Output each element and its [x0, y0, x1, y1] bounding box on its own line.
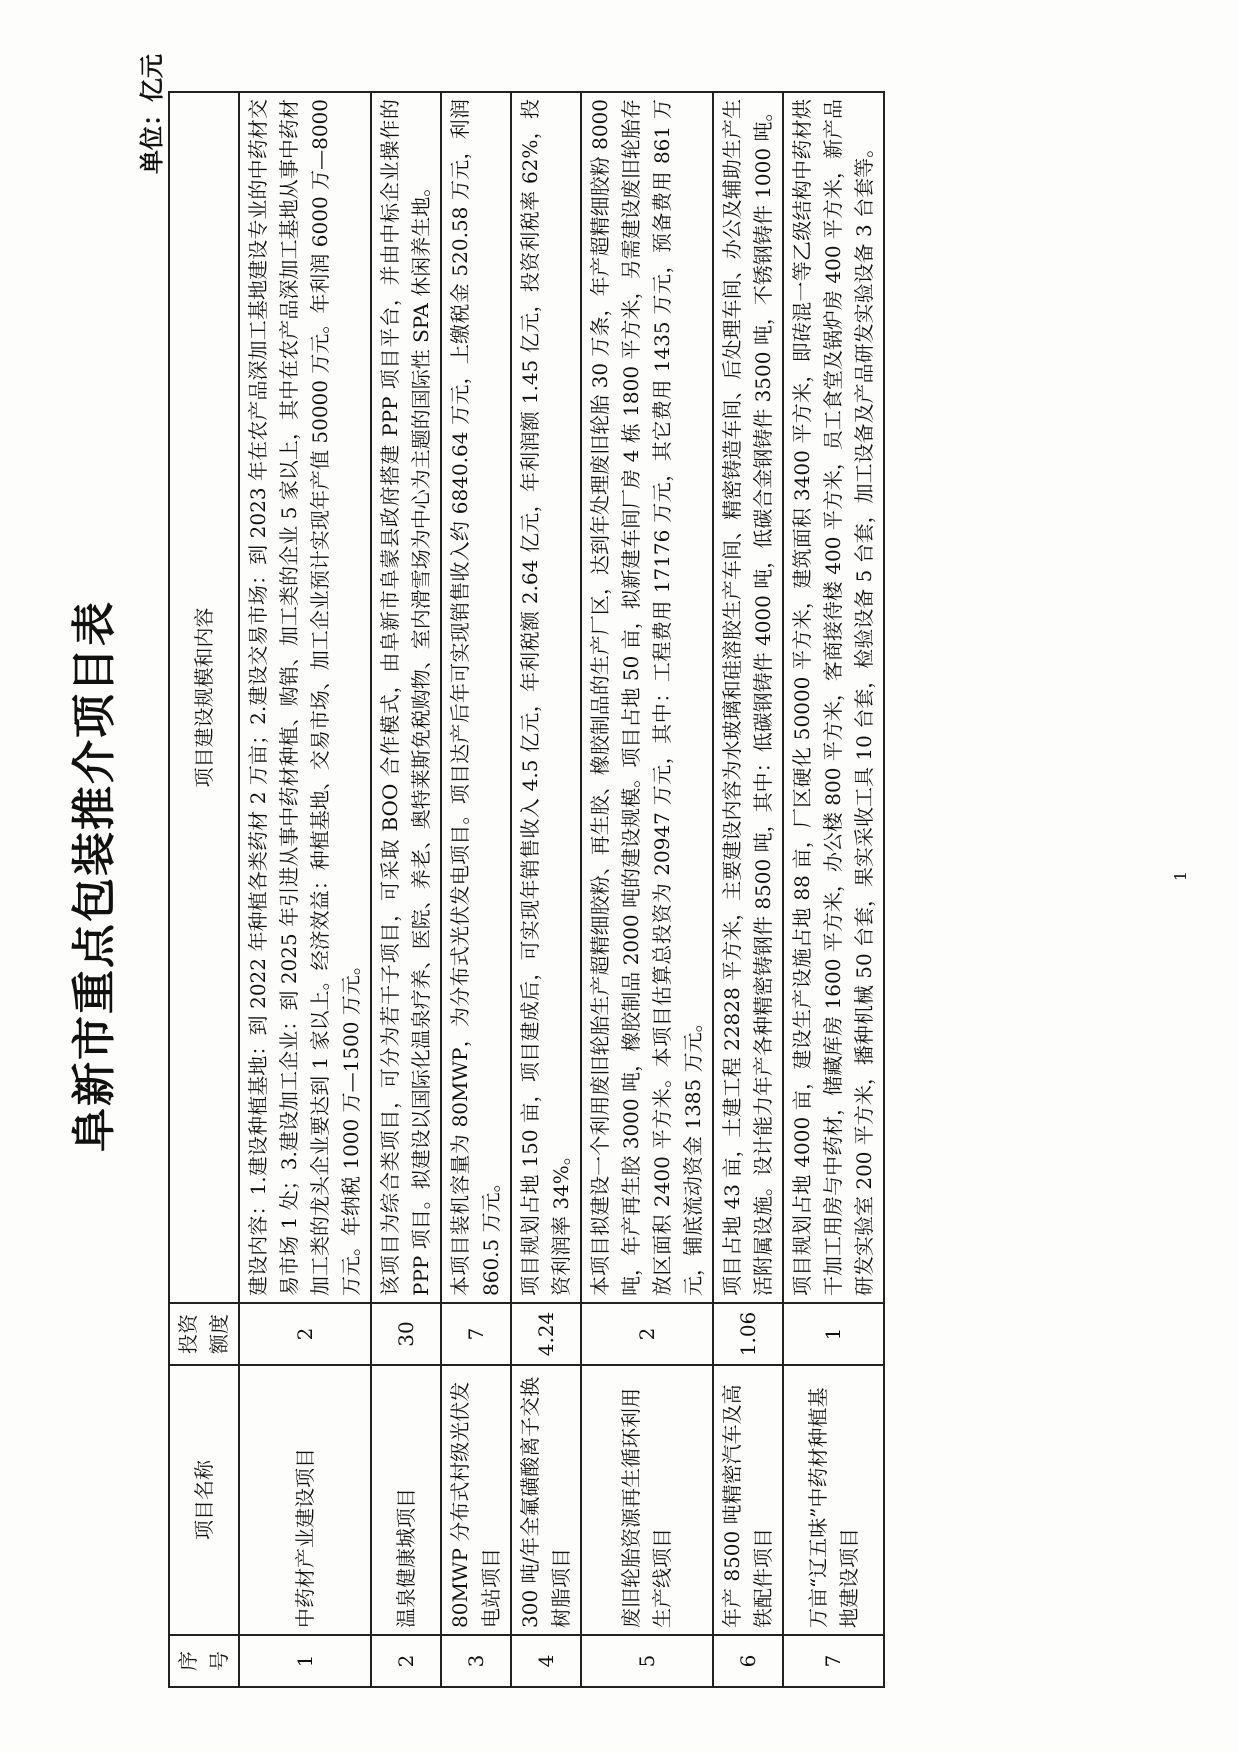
- row-no: 4: [511, 1635, 581, 1687]
- header-amount: 投资额度: [169, 1303, 239, 1365]
- row-no: 1: [239, 1635, 371, 1687]
- row-name: 中药材产业建设项目: [239, 1365, 371, 1635]
- row-content: 项目规划占地 4000 亩，建设生产设施占地 88 亩，厂区硬化 50000 平方米，建筑面积 3400 平方米，即砖混一等乙级结构中药材烘干加工用房与中药材，储藏库房 1600 平方米，办公楼 800 平方米，客商接待楼 400 平方米，员工食堂及锅炉房 400 平方米，新产品研发实验室 200 平方米，播种机械 50 台套，果实采收工具 10 台套，检验设备 5 台套，加工设备及产品研发实验设备 3 台套等。: [783, 92, 884, 1303]
- row-amount: 4.24: [511, 1303, 581, 1365]
- row-content: 本项目装机容量为 80MWP，为分布式光伏发电项目。项目达产后年可实现销售收入约 6840.64 万元，上缴税金 520.58 万元，利润 860.5 万元。: [441, 92, 511, 1303]
- row-name: 万亩“辽五味”中药材种植基地建设项目: [783, 1365, 884, 1635]
- table-row: [511, 92, 581, 1687]
- table-row: [581, 92, 713, 1687]
- row-amount: 2: [581, 1303, 713, 1365]
- row-name: 80MWP 分布式村级光伏发电站项目: [441, 1365, 511, 1635]
- unit-label: 单位：亿元: [136, 54, 166, 174]
- header-name: 项目名称: [169, 1365, 239, 1635]
- row-content: 建设内容：1.建设种植基地：到 2022 年种植各类药材 2 万亩；2.建设交易市场：到 2023 年在农产品深加工基地建设专业的中药材交易市场 1 处；3.建设加工企业：到 2025 年引进从事中药材种植、购销、加工类的企业 5 家以上，其中在农产品深加工基地从事中药材加工类的龙头企业要达到 1 家以上。经济效益：种植基地、交易市场、加工企业预计实现年产值 50000 万元。年利润 6000 万—8000 万元。年纳税 1000 万—1500 万元。: [239, 92, 371, 1303]
- row-name: 300 吨/年全氟磺酸离子交换树脂项目: [511, 1365, 581, 1635]
- table-row: [783, 92, 884, 1687]
- table-header-row: [169, 92, 239, 1687]
- page-title: 阜新市重点包装推介项目表: [68, 600, 120, 1152]
- row-no: 6: [713, 1635, 783, 1687]
- header-no: 序号: [169, 1635, 239, 1687]
- row-amount: 2: [239, 1303, 371, 1365]
- table-row: [713, 92, 783, 1687]
- rotated-landscape-sheet: [40, 26, 1200, 1726]
- table-row: [239, 92, 371, 1687]
- table-row: [441, 92, 511, 1687]
- row-no: 3: [441, 1635, 511, 1687]
- row-no: 5: [581, 1635, 713, 1687]
- row-name: 温泉健康城项目: [371, 1365, 441, 1635]
- row-amount: 1.06: [713, 1303, 783, 1365]
- project-table: [168, 91, 885, 1688]
- row-name: 废旧轮胎资源再生循环利用生产线项目: [581, 1365, 713, 1635]
- row-amount: 7: [441, 1303, 511, 1365]
- page-number: 1: [1170, 870, 1190, 882]
- row-content: 项目规划占地 150 亩，项目建成后，可实现年销售收入 4.5 亿元，年利税额 2.64 亿元，年利润额 1.45 亿元，投资利税率 62%，投资利润率 34%。: [511, 92, 581, 1303]
- row-content: 该项目为综合类项目，可分为若干子项目，可采取 BOO 合作模式，由阜新市阜蒙县政府搭建 PPP 项目平台，并由中标企业操作的 PPP 项目。拟建设以国际化温泉疗养、医院、养老、奥特莱斯免税购物、室内滑雪场为中心为主题的国际性 SPA 休闲养生地。: [371, 92, 441, 1303]
- row-content: 项目占地 43 亩，土建工程 22828 平方米，主要建设内容为水玻璃和硅溶胶生产车间、精密铸造车间、后处理车间、办公及辅助生产生活附属设施。设计能力年产各种精密铸钢件 8500 吨，其中：低碳钢铸件 4000 吨，低碳合金钢铸件 3500 吨，不锈钢铸件 1000 吨。: [713, 92, 783, 1303]
- row-amount: 1: [783, 1303, 884, 1365]
- row-name: 年产 8500 吨精密汽车及高铁配件项目: [713, 1365, 783, 1635]
- table-row: [371, 92, 441, 1687]
- row-no: 2: [371, 1635, 441, 1687]
- row-content: 本项目拟建设一个利用废旧轮胎生产超精细胶粉、再生胶、橡胶制品的生产厂区，达到年处理废旧轮胎 30 万条，年产超精细胶粉 8000 吨，年产再生胶 3000 吨，橡胶制品 2000 吨的建设规模。项目占地 50 亩，拟新建车间厂房 4 栋 1800 平方米，另需建设废旧轮胎存放区面积 2400 平方米。本项目估算总投资为 20947 万元，其中：工程费用 17176 万元，其它费用 1435 万元，预备费用 861 万元，铺底流动资金 1385 万元。: [581, 92, 713, 1303]
- header-content: 项目建设规模和内容: [169, 92, 239, 1303]
- row-no: 7: [783, 1635, 884, 1687]
- row-amount: 30: [371, 1303, 441, 1365]
